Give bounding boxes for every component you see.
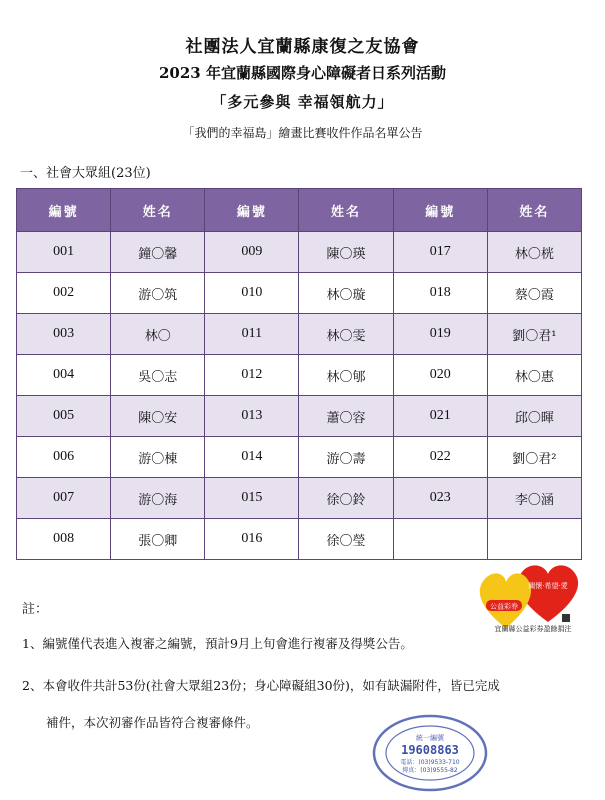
entry-number-cell: 008 — [17, 519, 111, 560]
column-header: 編號 — [205, 189, 299, 232]
entry-number-cell: 018 — [393, 273, 487, 314]
notes-label: 註： — [22, 602, 49, 617]
entry-number-cell: 023 — [393, 478, 487, 519]
entry-name-cell: 林〇雯 — [299, 314, 393, 355]
entry-number-cell: 004 — [17, 355, 111, 396]
entry-name-cell: 林〇璇 — [299, 273, 393, 314]
seal-line-2: 電話：(03)9533-710 — [400, 759, 460, 766]
table-row — [17, 437, 582, 478]
table-row — [17, 478, 582, 519]
entry-name-cell: 張〇卿 — [111, 519, 205, 560]
heart-text: 關懷·希望·愛 — [528, 582, 568, 590]
entry-number-cell: 016 — [205, 519, 299, 560]
column-header: 姓名 — [111, 189, 205, 232]
table-row — [17, 355, 582, 396]
lottery-badge-text: 公益彩券 — [490, 602, 518, 611]
entry-number-cell: 009 — [205, 232, 299, 273]
organization-title: 社團法人宜蘭縣康復之友協會 — [185, 37, 420, 57]
entry-number-cell: 019 — [393, 314, 487, 355]
entry-number-cell: 014 — [205, 437, 299, 478]
column-header: 編號 — [17, 189, 111, 232]
entry-name-cell: 蕭〇容 — [299, 396, 393, 437]
column-header: 姓名 — [487, 189, 581, 232]
logo-caption: 宜蘭縣公益彩券盈餘捐注 — [494, 625, 572, 633]
entry-name-cell: 吳〇志 — [111, 355, 205, 396]
entry-name-cell: 游〇筑 — [111, 273, 205, 314]
note-item: 1、編號僅代表進入複審之編號，預計9月上旬會進行複審及得獎公告。 — [22, 636, 413, 651]
column-header: 編號 — [393, 189, 487, 232]
table-row — [17, 273, 582, 314]
entry-name-cell: 游〇海 — [111, 478, 205, 519]
entry-name-cell: 邱〇暉 — [487, 396, 581, 437]
entry-number-cell: 021 — [393, 396, 487, 437]
entry-name-cell: 徐〇瑩 — [299, 519, 393, 560]
column-header: 姓名 — [299, 189, 393, 232]
event-title: 2023 年宜蘭縣國際身心障礙者日系列活動 — [159, 64, 446, 82]
entry-name-cell: 林〇桄 — [487, 232, 581, 273]
group-title: 一、社會大眾組(23位) — [20, 166, 151, 181]
entry-number-cell: 010 — [205, 273, 299, 314]
entry-name-cell: 李〇涵 — [487, 478, 581, 519]
entry-name-cell: 陳〇瑛 — [299, 232, 393, 273]
entry-number-cell: 015 — [205, 478, 299, 519]
entry-name-cell: 林〇惠 — [487, 355, 581, 396]
entry-name-cell: 林〇郇 — [299, 355, 393, 396]
entry-name-cell: 劉〇君¹ — [487, 314, 581, 355]
entry-number-cell: 005 — [17, 396, 111, 437]
entries-table — [16, 188, 582, 560]
entry-number-cell: 007 — [17, 478, 111, 519]
event-slogan: 「多元參與 幸福領航力」 — [211, 93, 394, 111]
entry-name-cell: 林〇 — [111, 314, 205, 355]
public-lottery-logo — [470, 552, 590, 634]
entry-number-cell: 002 — [17, 273, 111, 314]
table-row — [17, 314, 582, 355]
entry-name-cell: 游〇棟 — [111, 437, 205, 478]
entry-number-cell: 011 — [205, 314, 299, 355]
table-row — [17, 232, 582, 273]
table-header-row — [17, 189, 582, 232]
entry-number-cell: 001 — [17, 232, 111, 273]
association-seal-stamp — [370, 712, 490, 794]
table-row — [17, 396, 582, 437]
entry-number-cell: 006 — [17, 437, 111, 478]
entry-name-cell: 徐〇鈴 — [299, 478, 393, 519]
entry-number-cell: 020 — [393, 355, 487, 396]
entry-number-cell: 022 — [393, 437, 487, 478]
entry-name-cell: 蔡〇霞 — [487, 273, 581, 314]
entry-name-cell: 游〇壽 — [299, 437, 393, 478]
entry-number-cell: 013 — [205, 396, 299, 437]
seal-number: 19608863 — [401, 743, 459, 757]
note-item-continued: 補件，本次初審作品皆符合複審條件。 — [46, 715, 259, 730]
announcement-title: 「我們的幸福島」繪畫比賽收件作品名單公告 — [182, 126, 423, 140]
entry-name-cell: 鐘〇馨 — [111, 232, 205, 273]
note-item: 2、本會收件共計53份(社會大眾組23份；身心障礙組30份)，如有缺漏附件，皆已完成 — [22, 678, 500, 693]
entry-name-cell: 劉〇君² — [487, 437, 581, 478]
seal-line-3: 傳真：(03)9555-82 — [402, 767, 458, 774]
entry-number-cell: 017 — [393, 232, 487, 273]
seal-line-1: 統一編號 — [416, 734, 444, 742]
entry-name-cell: 陳〇安 — [111, 396, 205, 437]
entry-number-cell: 012 — [205, 355, 299, 396]
entry-number-cell: 003 — [17, 314, 111, 355]
